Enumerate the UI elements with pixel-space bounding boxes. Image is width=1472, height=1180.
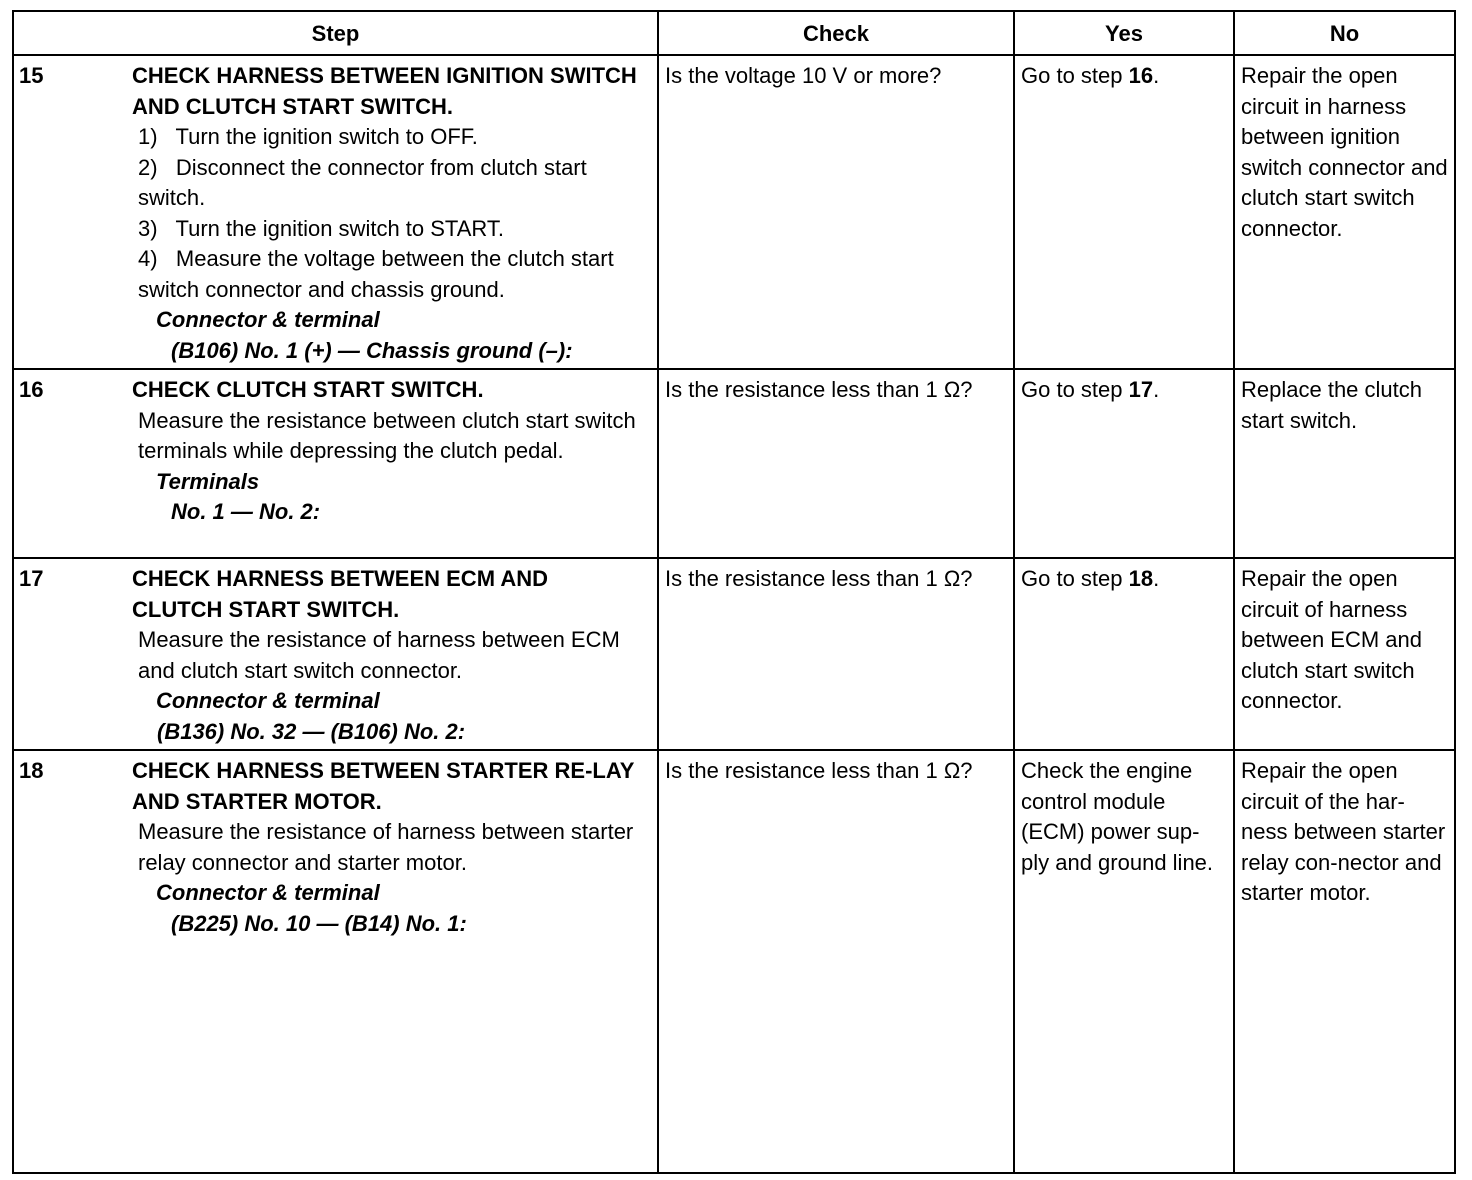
spec-value: No. 1 — No. 2: xyxy=(171,499,321,524)
spec-heading: Connector & terminal xyxy=(156,307,380,332)
step-number: 18 xyxy=(19,758,44,783)
yes-cell xyxy=(1014,55,1234,369)
step-number: 17 xyxy=(19,566,44,591)
step-instruction: Measure the resistance between clutch start switch terminals while depressing the clutch pedal. xyxy=(138,407,636,463)
header-row xyxy=(13,11,1455,55)
yes-step-ref: 17 xyxy=(1128,377,1154,402)
yes-text: Check the engine control module (ECM) power sup-ply and ground line. xyxy=(1021,758,1214,875)
no-cell: Repair the open circuit of harness between ECM and clutch start switch connector. xyxy=(1234,558,1455,750)
step-title: CHECK HARNESS BETWEEN STARTER RE-LAY AND STARTER MOTOR. xyxy=(132,758,634,814)
table-row xyxy=(13,55,1455,369)
step-cell xyxy=(13,369,658,558)
step-instruction: 4) Measure the voltage between the clutch start switch connector and chassis ground. xyxy=(138,246,614,302)
header-step: Step xyxy=(13,11,658,55)
step-number: 16 xyxy=(19,377,44,402)
step-instruction: Measure the resistance of harness between starter relay connector and starter motor. xyxy=(138,819,634,875)
table-row xyxy=(13,369,1455,558)
step-cell xyxy=(13,750,658,1173)
step-instruction: 3) Turn the ignition switch to START. xyxy=(138,215,505,241)
step-body xyxy=(132,756,644,817)
no-cell: Repair the open circuit of the har-ness between starter relay con-nector and starter motor. xyxy=(1234,750,1455,1173)
spec-heading: Connector & terminal xyxy=(156,688,380,713)
step-cell xyxy=(13,558,658,750)
yes-cell xyxy=(1014,369,1234,558)
no-cell: Replace the clutch start switch. xyxy=(1234,369,1455,558)
step-body xyxy=(132,375,644,406)
step-title: CHECK HARNESS BETWEEN ECM AND CLUTCH START SWITCH. xyxy=(132,566,548,622)
step-instruction: 2) Disconnect the connector from clutch start switch. xyxy=(138,154,587,210)
no-cell: Repair the open circuit in harness between ignition switch connector and clutch start switch connector. xyxy=(1234,55,1455,369)
yes-suffix: . xyxy=(1153,566,1160,591)
yes-text: Go to step xyxy=(1021,63,1129,88)
yes-text: Go to step xyxy=(1021,566,1129,591)
header-yes: Yes xyxy=(1014,11,1234,55)
yes-step-ref: 16 xyxy=(1128,63,1154,88)
spec-heading: Connector & terminal xyxy=(156,880,380,905)
step-instruction: 1) Turn the ignition switch to OFF. xyxy=(138,124,478,149)
yes-cell xyxy=(1014,750,1234,1173)
yes-suffix: . xyxy=(1153,63,1160,88)
step-instruction: Measure the resistance of harness between ECM and clutch start switch connector. xyxy=(138,627,620,683)
step-body xyxy=(132,61,644,122)
check-cell: Is the resistance less than 1 Ω? xyxy=(658,369,1014,558)
spec-value: (B225) No. 10 — (B14) No. 1: xyxy=(171,910,467,936)
header-check: Check xyxy=(658,11,1014,55)
spec-heading: Terminals xyxy=(156,468,260,494)
step-number: 15 xyxy=(19,63,44,88)
spec-value: (B136) No. 32 — (B106) No. 2: xyxy=(157,718,466,744)
step-title: CHECK HARNESS BETWEEN IGNITION SWITCH AND CLUTCH START SWITCH. xyxy=(132,63,637,119)
yes-text: Go to step xyxy=(1021,377,1129,402)
step-body xyxy=(132,564,644,625)
yes-cell xyxy=(1014,558,1234,750)
step-cell xyxy=(13,55,658,369)
step-title: CHECK CLUTCH START SWITCH. xyxy=(132,377,484,402)
table-row xyxy=(13,750,1455,1173)
diagnostic-table xyxy=(12,10,1456,1174)
header-no: No xyxy=(1234,11,1455,55)
check-cell: Is the resistance less than 1 Ω? xyxy=(658,750,1014,1173)
yes-step-ref: 18 xyxy=(1128,566,1154,591)
table-row xyxy=(13,558,1455,750)
check-cell: Is the resistance less than 1 Ω? xyxy=(658,558,1014,750)
check-cell: Is the voltage 10 V or more? xyxy=(658,55,1014,369)
yes-suffix: . xyxy=(1153,377,1160,402)
spec-value: (B106) No. 1 (+) — Chassis ground (–): xyxy=(171,337,573,363)
